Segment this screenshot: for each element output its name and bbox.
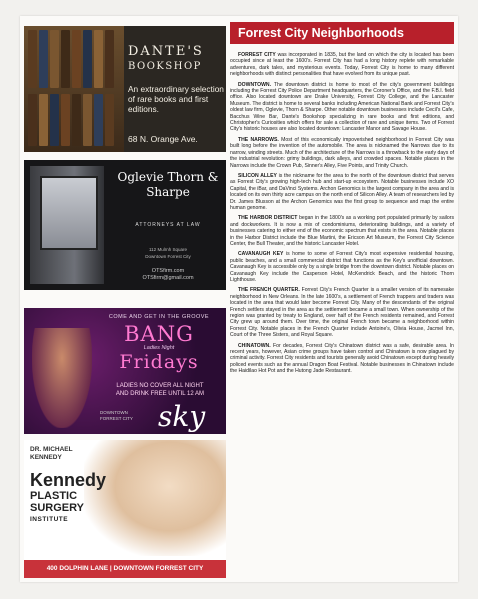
article-paragraph: CAVANAUGH KEY is home to some of Forrest City's most expensive residential housing, public beaches, and a small commercial district that functions as the Key's unofficial downtown. Cavanaugh Key is accessible only by a single bridge from the downtown district. Notable places on Cavanaugh Key include the Casperson Hotel, McKendrick Beach, and the historic Thorn Lighthouse. — [230, 251, 454, 283]
dantes-title: DANTE'S — [128, 44, 204, 59]
firm-contact[interactable] — [110, 268, 226, 282]
newspaper-page — [20, 16, 458, 582]
ladies-night-text: Ladies Night — [143, 345, 175, 351]
firm-name: Oglevie Thorn & Sharpe — [117, 170, 219, 199]
door-image — [30, 166, 104, 284]
firm-subtitle: ATTORNEYS AT LAW — [135, 222, 201, 228]
article-paragraph: THE NARROWS. Most of this economically impoverished neighborhood in Forrest City was built long before the invention of the automobile. The area is nicknamed the Narrows due to its narrow, winding streets. Much of the architecture of the Narrows is a throwback to the early days of the industrial revolution: grimy buildings, dark alleys, and crowded spaces. Notable places in the Narrows include the Crown Pub, Sinner's Alley, Five Points, and Trinity Church. — [230, 136, 455, 169]
bookshelf-image — [24, 26, 124, 152]
bang-location: DOWNTOWN FORREST CITY — [100, 410, 133, 421]
dantes-address: 68 N. Orange Ave. — [128, 134, 198, 144]
institute-label: INSTITUTE — [30, 516, 69, 523]
specialty: PLASTIC SURGERY — [30, 490, 84, 514]
firm-address: 112 Mulrnh Square Downtown Forrest City — [145, 247, 191, 259]
article-paragraph: THE FRENCH QUARTER. Forrest City's French Quarter is a smaller version of its namesake neighborhood in New Orleans. In the late 1600's, a settlement of French trappers and traders was located in the area that would later become Forrest City. Many of the descendants of the original French settlers stayed in the area as the settlement became a small town. When ownership of the region was granted by treaty to England, over half of the French residents remained, and Forrest City grew up around them. Over time, the original French town became a neighborhood within Forrest City. Notable places in the French Quarter include Antoine's, Olivia House, Jacmel Inn, Court of the Three Sisters, and Royal Square. — [230, 287, 454, 339]
bang-fridays-ad[interactable] — [24, 308, 226, 434]
doctor-name: DR. MICHAEL KENNEDY — [30, 446, 73, 461]
article-paragraph: CHINATOWN. For decades, Forrest City's Chinatown district was a safe, desirable area. In recent years, however, Asian crime groups have taken control and Chinatown is now plagued by criminal activity. Forrest City residents and tourists generally avoid Chinatown except during heavily policed events such as the annual Dragon Boat Festival. Notable businesses in Chinatown include the Haidilao Hot Pot and the Hutong Jade Restaurant. — [230, 342, 454, 375]
bang-promo: LADIES NO COVER ALL NIGHT AND DRINK FREE UNTIL 12 AM — [115, 383, 205, 397]
article-title-bar — [230, 22, 454, 44]
fridays-title: Fridays — [119, 351, 199, 373]
sky-logo: sky — [158, 400, 206, 433]
bang-title: BANG — [124, 322, 194, 346]
dantes-tagline: An extraordinary selection of rare books and first editions. — [128, 84, 224, 114]
firm-website: OTSfirm.com — [151, 268, 185, 274]
kennedy-address-bar: 400 DOLPHIN LANE | DOWNTOWN FORREST CITY — [24, 560, 226, 578]
oglevie-law-ad[interactable] — [24, 160, 226, 290]
article-title: Forrest City Neighborhoods — [238, 26, 404, 40]
article-paragraph: DOWNTOWN. The downtown district is home to most of the city's government buildings including the Forrest City Police Department headquarters, the Coroner's Office, and the F.B.I. field office. Also located downtown are Drake University, Forrest City College, and the Lancaster Museum. The district is home to several banks including American National Bank and Forrest City's oldest law firm, Oglevie, Thorn & Sharpe. Other notable downtown businesses include Cecil's Cafe, Bacchus Wine Bar, Dante's Bookshop specializing in rare books and first editions, and Christopher's Curiosities which offers for sale a collection of rare and unique items. Two of Forrest City's historic houses are also located downtown: Lancaster Manor and Savage House. — [230, 81, 454, 133]
dantes-bookshop-ad[interactable] — [24, 26, 226, 152]
article-paragraph: SILICON ALLEY is the nickname for the area to the north of the downtown district that serves as Forrest City's growing high-tech hub and start-up ecosystem. Notable businesses include XO Capital, the iBar, and DaVinci Systems. Archon Genomics is the largest company in the area and is located on its own thirty acre campus on the north end of Silicon Alley. A team of researchers led by Dr. James Blusson at the Archon Genomics was the first group to sequence and map the entire human genome. — [230, 172, 454, 211]
kennedy-title: Kennedy — [30, 470, 107, 490]
bookshop-title: BOOKSHOP — [128, 61, 202, 72]
model-image — [84, 440, 226, 556]
firm-email: OTSfirm@gmail.com — [142, 275, 194, 281]
article-paragraph: THE HARBOR DISTRICT began in the 1800's as a working port populated primarily by sailors and dockworkers. It is now a mix of condominiums, deteriorating buildings, and a variety of businesses catering to either end of the economic spectrum that exists in the area. Notable places in the Harbor District include the Blue Martini, the Ericson Art Museum, the Forrest City Science Center, the Bull Theater, and the historic Lancaster Hotel. — [230, 215, 454, 247]
article-paragraph: FORREST CITY was incorporated in 1835, but the land on which the city is located has been occupied since at least the 1600's. Forrest City has had a long history replete with remarkable adventures, dark tales, and mysterious events. Today, Forrest City is home to many different neighborhoods with distinct personalities that have evolved from its unique past. — [230, 52, 454, 78]
dancer-image — [32, 328, 92, 428]
article-body — [230, 52, 454, 379]
kennedy-surgery-ad[interactable] — [24, 440, 226, 578]
bang-top-text: COME AND GET IN THE GROOVE — [108, 314, 210, 320]
